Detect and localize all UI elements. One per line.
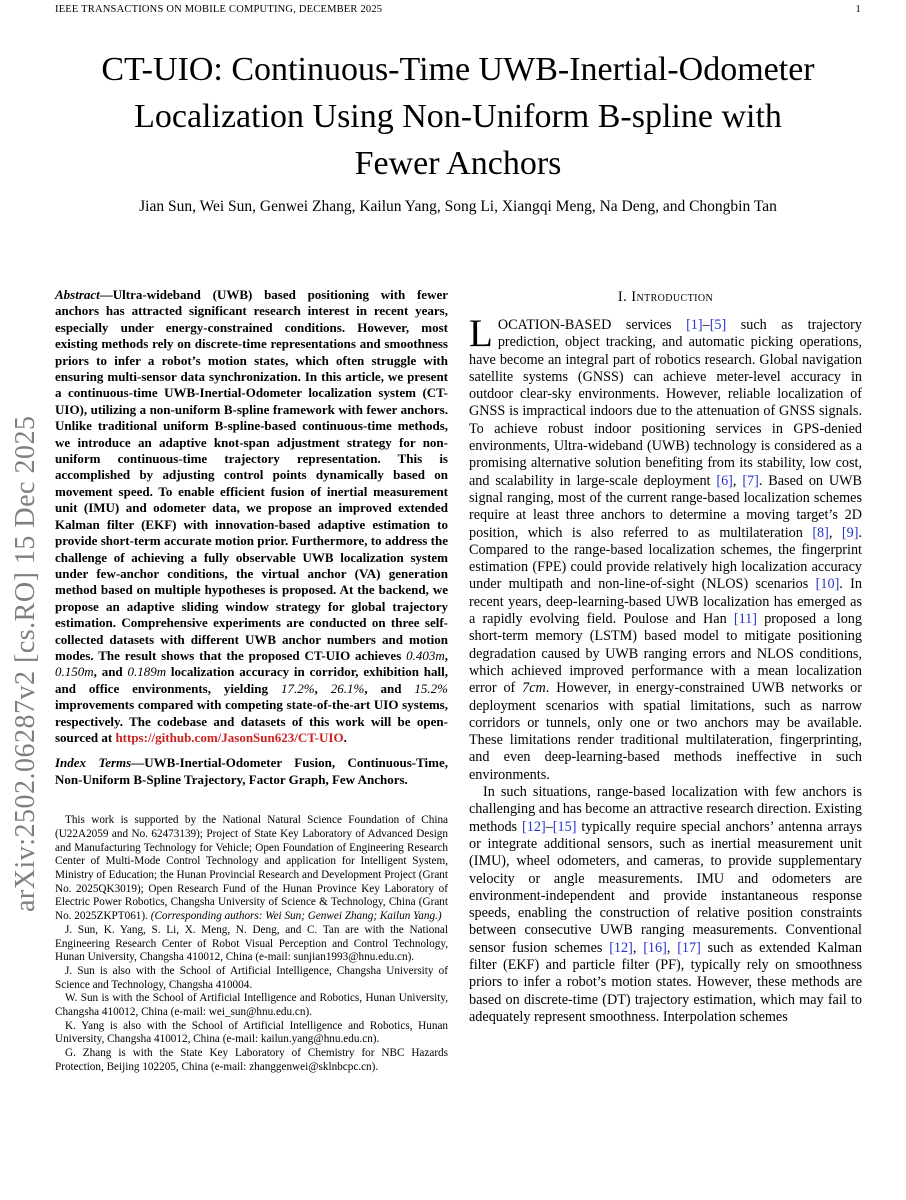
text-segment: such as trajectory prediction, object tracking, and automatic picking operations, have become an integral part of robotics research. Global navigation satellite systems (GNSS) can achieve meter-level accuracy in outdoor clear-sky environments. However, reliable localization of GNSS is impractical indoors due to the attenuation of GNSS signals. To achieve robust indoor positioning services in GPS-denied environments, Ultra-wideband (UWB) technology is considered as a promising alternative solution benefiting from its stability, low cost, and scalability in large-scale deployment	[469, 317, 862, 489]
title-line-1: CT-UIO: Continuous-Time UWB-Inertial-Odometer	[101, 51, 815, 88]
text-segment: J. Sun, K. Yang, S. Li, X. Meng, N. Deng, and C. Tan are with the National Engineering Research Center of Robot Visual Perception and Control Technology, Hunan University, Changsha 410012, China (e-mail: sunjian1993@hnu.edu.cn).	[55, 923, 448, 964]
citation-link[interactable]: [6]	[716, 472, 733, 489]
running-header	[55, 4, 861, 15]
left-column	[55, 287, 448, 1075]
text-segment: . Based on UWB signal ranging, most of the current range-based localization schemes require at least three anchors to determine a moving target’s 2D position, which is also referred to as multilateration	[469, 472, 862, 541]
text-segment: , and	[93, 664, 128, 680]
citation-link[interactable]: [9]	[841, 524, 859, 541]
intro-paragraph-1	[469, 312, 863, 784]
citation-link[interactable]: [12]	[609, 939, 633, 956]
abstract-paragraph	[55, 287, 448, 746]
journal-name: IEEE TRANSACTIONS ON MOBILE COMPUTING, DECEMBER 2025	[55, 4, 383, 15]
text-segment: ,	[632, 939, 644, 956]
paper-title	[55, 46, 861, 187]
text-segment: OCATION-BASED services	[497, 317, 687, 333]
text-segment: 0.189m	[127, 664, 167, 680]
text-segment: ,	[828, 524, 842, 541]
drop-cap: L	[469, 312, 493, 355]
text-segment: ,	[314, 680, 331, 696]
text-segment: .	[343, 729, 347, 745]
citation-link[interactable]: [1]	[686, 317, 703, 333]
authors-line: Jian Sun, Wei Sun, Genwei Zhang, Kailun Yang, Song Li, Xiangqi Meng, Na Deng, and Chongbin Tan	[139, 198, 777, 215]
text-segment: —Ultra-wideband (UWB) based positioning with fewer anchors has attracted significant research interest in recent years, especially under energy-constrained conditions. However, most existing methods rely on discrete-time representations and smoothness priors to infer a robot’s motion states, which often struggle with ensuring multi-sensor data synchronization. In this article, we present a continuous-time UWB-Inertial-Odometer localization system (CT-UIO), utilizing a non-uniform B-spline framework with fewer anchors. Unlike traditional uniform B-spline-based continuous-time methods, we introduce an adaptive knot-span adjustment strategy for non-uniform continuous-time trajectory representation. This is accomplished by adjusting control points dynamically based on movement speed. To enable efficient fusion of inertial measurement unit (IMU) and odometer data, we propose an improved extended Kalman filter (EKF) with innovation-based adaptive estimation to provide short-term accurate motion prior. Furthermore, to address the challenge of achieving a fully observable UWB localization system under few-anchor conditions, the virtual anchor (VA) generation method based on multiple hypotheses is proposed. At the backend, we propose an adaptive sliding window strategy for global trajectory estimation. Comprehensive experiments are conducted on three self-collected datasets with different UWB anchor numbers and motion modes. The result shows that the proposed CT-UIO achieves	[55, 287, 448, 663]
text-segment: 7cm	[522, 680, 546, 697]
text-segment: K. Yang is also with the School of Artificial Intelligence and Robotics, Hunan University, Changsha 410012, China (e-mail: kailun.yang@hnu.edu.cn).	[55, 1019, 448, 1046]
text-segment: Abstract	[55, 287, 100, 302]
text-segment: localization accuracy in corridor, exhibition hall, and office environments, yielding	[55, 664, 448, 696]
citation-link[interactable]: [10]	[815, 576, 840, 593]
text-segment: This work is supported by the National Natural Science Foundation of China (U22A2059 and No. 62473139); Project of State Key Laboratory of Advanced Design and Manufacturing Technology for Vehicle; Open Foundation of Engineering Research Center of Multi-Mode Control Technology and application for Intelligent System, Ministry of Education; the Hunan Provincial Research and Development Project (Grant No. 2025QK3019); Open Research Fund of the Hunan Province Key Laboratory of Electric Power Robotics, Changsha University of Science & Technology, China (Grant No. 2025ZKPT061).	[55, 814, 448, 923]
citation-link[interactable]: [17]	[677, 939, 701, 956]
citation-link[interactable]: [16]	[643, 939, 667, 956]
text-segment: (Corresponding authors: Wei Sun; Genwei Zhang; Kailun Yang.)	[150, 910, 442, 923]
footnote-affiliation-2	[55, 965, 448, 992]
text-segment: G. Zhang is with the State Key Laboratory of Chemistry for NBC Hazards Protection, Beijing 102205, China (e-mail: zhanggenwei@sklnbcpc.cn).	[55, 1047, 448, 1073]
text-segment: proposed a long short-term memory (LSTM) based model to mitigate positioning degradation caused by UWB ranging errors and NLOS conditions, which achieved improved performance with a mean localization error of	[469, 611, 862, 697]
citation-link[interactable]: [11]	[733, 611, 757, 628]
external-url-link[interactable]: https://github.com/JasonSun623/CT-UIO	[115, 729, 344, 745]
footnote-block	[55, 814, 448, 1074]
text-segment: J. Sun is also with the School of Artificial Intelligence, Changsha University of Science and Technology, Changsha 410004.	[55, 964, 448, 991]
footnote-affiliation-4	[55, 1020, 448, 1047]
text-segment: 0.403m	[406, 647, 445, 663]
text-segment: ,	[444, 647, 448, 663]
text-segment: improvements compared with competing state-of-the-art UIO systems, respectively. The codebase and datasets of this work will be open-sourced at	[55, 697, 448, 745]
text-segment: Index Terms	[55, 755, 132, 771]
text-segment: 26.1%	[330, 680, 365, 696]
citation-link[interactable]: [15]	[552, 818, 577, 835]
footnote-affiliation-3	[55, 992, 448, 1019]
section-number: I.	[617, 289, 628, 305]
section-heading-introduction	[469, 289, 862, 306]
citation-link[interactable]: [12]	[522, 818, 546, 835]
text-segment: . In recent years, deep-learning-based UWB localization has emerged as a rapidly evolving field. Poulose and Han	[469, 576, 863, 628]
citation-link[interactable]: [8]	[812, 524, 829, 541]
text-segment: . Compared to the range-based localization schemes, the fingerprint estimation (FPE) could provide relatively high localization accuracy under multipath and non-line-of-sight (NLOS) scenarios	[469, 524, 862, 593]
arxiv-watermark: arXiv:2502.06287v2 [cs.RO] 15 Dec 2025	[10, 415, 41, 912]
text-segment: 15.2%	[414, 680, 448, 696]
text-segment: –	[545, 818, 553, 835]
title-line-2: Localization Using Non-Uniform B-spline with	[134, 98, 782, 135]
text-segment: such as extended Kalman filter (EKF) and particle filter (PF), typically rely on smoothness priors to infer a robot’s motion states. However, these methods are based on discrete-time (DT) trajectory estimation, which may fail to adequately represent smoothness. Interpolation schemes	[469, 939, 863, 1025]
index-terms-paragraph	[55, 755, 448, 788]
right-column	[469, 287, 862, 1026]
text-segment: —UWB-Inertial-Odometer Fusion, Continuous-Time, Non-Uniform B-Spline Trajectory, Factor Graph, Few Anchors.	[55, 755, 449, 787]
intro-paragraph-2	[469, 784, 862, 1026]
footnote-funding	[55, 814, 448, 924]
footnote-affiliation-1	[55, 924, 448, 965]
text-segment: 0.150m	[55, 664, 94, 680]
text-segment: 17.2%	[280, 680, 315, 696]
footnote-affiliation-5	[55, 1047, 448, 1074]
page-number: 1	[855, 4, 861, 15]
text-segment: –	[702, 317, 710, 333]
text-segment: , and	[364, 680, 415, 696]
text-segment: ,	[666, 939, 678, 956]
citation-link[interactable]: [7]	[742, 472, 759, 489]
title-line-3: Fewer Anchors	[354, 145, 562, 182]
text-segment: W. Sun is with the School of Artificial Intelligence and Robotics, Hunan University, Changsha 410012, China (e-mail: wei_sun@hnu.edu.cn).	[55, 992, 448, 1019]
citation-link[interactable]: [5]	[709, 317, 727, 333]
text-segment: typically require special anchors’ antenna arrays or integrate additional sensors, such as inertial measurement unit (IMU), wheel odometers, and cameras, to provide supplementary velocity or angle measurements. IMU and odometers are environment-independent and provide instantaneous response speeds, enabling the construction of relative position constraints between consecutive UWB ranging measurements. Conventional sensor fusion schemes	[469, 818, 862, 956]
text-segment: In such situations, range-based localization with few anchors is challenging and has become an attractive research direction. Existing methods	[469, 784, 862, 835]
text-segment: ,	[732, 472, 743, 489]
section-title: Introduction	[631, 289, 714, 305]
text-segment: . However, in energy-constrained UWB networks or deployment scenarios with spatial limitations, such as narrow corridors or tunnels, only one or two anchors may be available. These limitations render traditional multilateration, fingerprinting, and even deep-learning-based methods ineffective in such environments.	[469, 680, 862, 783]
